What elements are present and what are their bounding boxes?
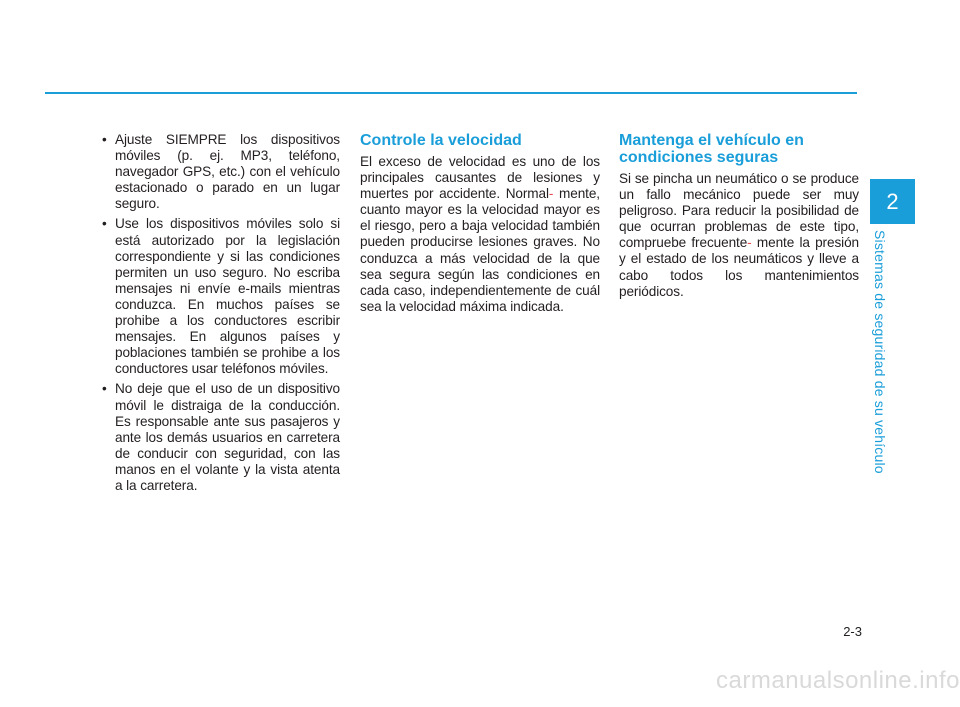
chapter-title-vertical: Sistemas de seguridad de su vehículo [872, 230, 888, 474]
page-number: 2-3 [843, 624, 862, 639]
list-item [100, 132, 340, 212]
section-heading-speed: Controle la velocidad [360, 132, 522, 149]
section-body-vehicle: Si se pincha un neumático o se produce un fallo mecánico puede ser muy peligroso. Para reducir la posibilidad de que ocurran problemas de este tipo, compruebe frecuente- mente la presión y el estado de los neumáticos y lleve a cabo todos los mantenimientos periódicos. [619, 171, 859, 299]
column-middle [360, 132, 600, 315]
bullet-icon: • [102, 381, 107, 397]
watermark: carmanualsonline.info [716, 667, 960, 694]
header-rule [45, 92, 857, 94]
chapter-tab: 2 [870, 179, 915, 224]
bullet-list [100, 132, 340, 494]
list-item [100, 381, 340, 494]
section-heading-vehicle: Mantenga el vehículo en condiciones seguras [619, 132, 804, 166]
section-body-speed: El exceso de velocidad es uno de los principales causantes de lesiones y muertes por accidente. Normal- mente, cuanto mayor es la velocidad mayor es el riesgo, pero a baja velocidad también pueden producirse lesiones graves. No conduzca a más velocidad de la que sea segura según las condiciones en cada caso, independientemente de cuál sea la velocidad máxima indicada. [360, 154, 600, 314]
list-item-text: Use los dispositivos móviles solo si está autorizado por la legislación correspondiente y si las condiciones permiten un uso seguro. No escriba mensajes ni envíe e-mails mientras conduzca. En muchos países se prohibe a los conductores escribir mensajes. En algunos países y poblaciones también se prohibe a los conductores usar teléfonos móviles. [115, 216, 340, 377]
list-item-text: No deje que el uso de un dispositivo móvil le distraiga de la conducción. Es responsable ante sus pasajeros y ante los demás usuarios en carretera de conducir con seguridad, con las manos en el volante y la vista atenta a la carretera. [115, 381, 340, 493]
list-item [100, 216, 340, 377]
bullet-icon: • [102, 132, 107, 147]
list-item-text: Ajuste SIEMPRE los dispositivos móviles (p. ej. MP3, teléfono, navegador GPS, etc.) con el vehículo estacionado o parado en un lugar seguro. [115, 132, 340, 212]
column-right [619, 132, 859, 300]
column-left [100, 132, 340, 498]
bullet-icon: • [102, 216, 107, 232]
